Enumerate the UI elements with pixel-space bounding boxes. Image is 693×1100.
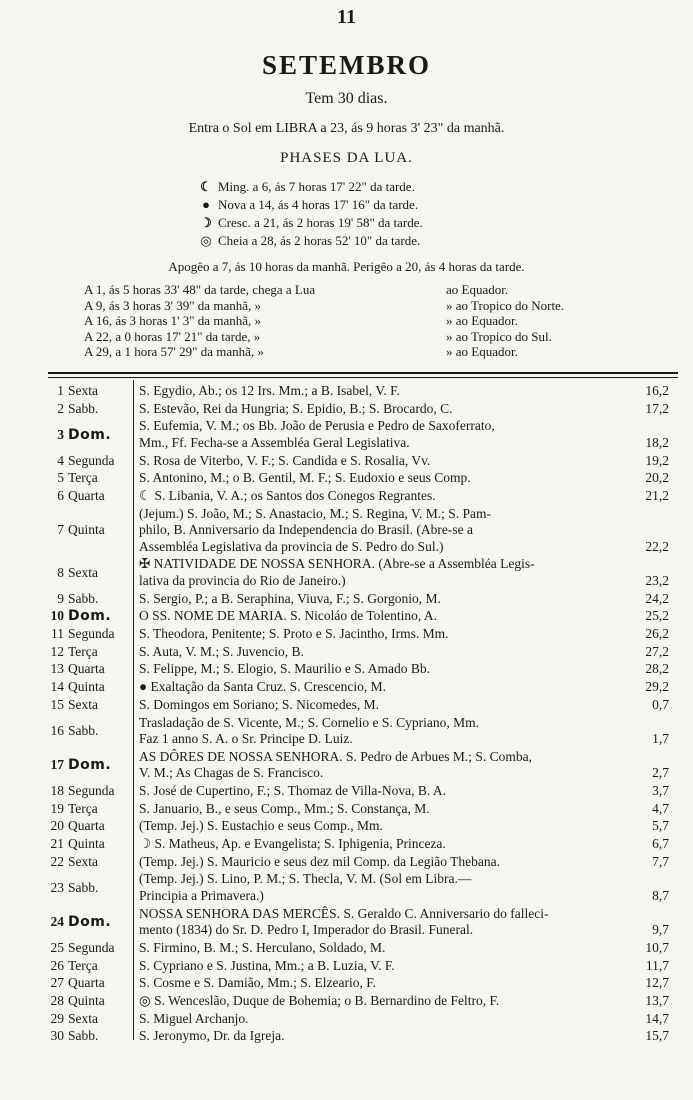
day-number: 16 [50, 722, 64, 738]
feast-line: Trasladação de S. Vicente, M.; S. Cornelio e S. Cypriano, Mm. [139, 714, 480, 730]
weekday: Quinta [68, 836, 105, 851]
waxing-moon-icon: ☽ [200, 215, 212, 230]
feast-line: (Temp. Jej.) S. Lino, P. M.; S. Thecla, V. M. (Sol em Libra.— [139, 871, 472, 887]
day-row [0, 470, 693, 487]
moon-age: 19,2 [645, 452, 669, 468]
feast-line: ● Exaltação da Santa Cruz. S. Crescencio, M. [139, 679, 386, 695]
weekday: Quinta [68, 992, 105, 1008]
feast-line: O SS. NOME DE MARIA. S. Nicoláo de Tolentino, A. [139, 608, 438, 624]
day-row [0, 854, 693, 871]
feast-entry [139, 556, 636, 589]
day-number: 25 [50, 939, 64, 955]
day-number: 21 [50, 836, 64, 851]
feast-line: V. M.; As Chagas de S. Francisco. [139, 765, 324, 781]
weekday: Sabb. [68, 400, 99, 416]
feast-line: S. Cosme e S. Damião, Mm.; S. Elzeario, F. [139, 975, 377, 991]
moon-age: 16,2 [645, 383, 669, 398]
weekday: Sexta [68, 383, 98, 398]
moon-age: 0,7 [652, 696, 669, 712]
day-number: 13 [50, 661, 64, 677]
day-number: 14 [50, 679, 64, 695]
day-number: 27 [50, 975, 64, 991]
moon-age: 15,7 [645, 1028, 669, 1044]
feast-entry [139, 506, 636, 556]
day-row [0, 506, 693, 556]
weekday: Dom. [68, 426, 112, 443]
weekday: Sabb. [68, 879, 99, 895]
day-number: 30 [50, 1028, 64, 1044]
feast-line: lativa da provincia do Rio de Janeiro.) [139, 572, 346, 588]
feast-entry [139, 871, 636, 904]
day-row [0, 556, 693, 589]
day-number: 22 [50, 853, 64, 869]
weekday: Sexta [68, 853, 98, 869]
feast-line: S. José de Cupertino, F.; S. Thomaz de Villa-Nova, B. A. [139, 782, 446, 798]
feast-entry [139, 644, 636, 661]
feast-entry [139, 697, 636, 714]
feast-line: ◎ S. Wenceslão, Duque de Bohemia; o B. Bernardino de Feltro, F. [139, 992, 500, 1008]
moon-age: 24,2 [645, 590, 669, 606]
phase-row [198, 196, 518, 214]
moon-age: 14,7 [645, 1010, 669, 1026]
moon-age: 26,2 [645, 626, 669, 641]
day-row [0, 993, 693, 1010]
day-number: 17 [50, 756, 64, 772]
feast-entry [139, 801, 636, 818]
moon-age: 9,7 [652, 922, 669, 938]
day-row [0, 418, 693, 451]
equator-crossings [84, 282, 624, 360]
equator-when: A 22, a 0 horas 17' 21" da tarde, » [84, 328, 261, 344]
moon-age: 22,2 [645, 538, 669, 554]
equator-row [84, 344, 624, 360]
feast-line: philo, B. Anniversario da Independencia do Brasil. (Abre-se a [139, 522, 474, 538]
feast-line: S. Theodora, Penitente; S. Proto e S. Jacintho, Irms. Mm. [139, 626, 449, 641]
equator-when: A 1, ás 5 horas 33' 48" da tarde, chega a Lua [84, 282, 316, 297]
moon-age: 29,2 [645, 679, 669, 695]
weekday: Segunda [68, 626, 115, 641]
day-row [0, 697, 693, 714]
moon-age: 23,2 [645, 572, 669, 588]
feast-line: S. Firmino, B. M.; S. Herculano, Soldado, M. [139, 939, 386, 955]
feast-entry [139, 470, 636, 487]
day-row [0, 958, 693, 975]
day-number: 7 [57, 522, 64, 538]
day-number: 12 [50, 643, 64, 659]
feast-entry [139, 591, 636, 608]
feast-line: S. Sergio, P.; a B. Seraphina, Viuva, F.; S. Gorgonio, M. [139, 590, 441, 606]
feast-line: S. Cypriano e S. Justina, Mm.; a B. Luzia, V. F. [139, 957, 395, 973]
weekday: Quarta [68, 488, 105, 503]
day-row [0, 801, 693, 818]
feast-line: mento (1834) do Sr. D. Pedro I, Imperador do Brasil. Funeral. [139, 922, 474, 938]
day-number: 29 [50, 1010, 64, 1026]
feast-entry [139, 679, 636, 696]
day-number: 6 [57, 488, 64, 503]
apogee-perigee: Apogêo a 7, ás 10 horas da manhã. Perigêo a 20, ás 4 horas da tarde. [168, 259, 525, 274]
day-row [0, 940, 693, 957]
weekday: Sabb. [68, 722, 99, 738]
day-number: 9 [57, 590, 64, 606]
day-number: 15 [50, 696, 64, 712]
weekday: Segunda [68, 782, 115, 798]
phase-row [198, 214, 518, 232]
feast-entry [139, 626, 636, 643]
day-number: 18 [50, 782, 64, 798]
day-row [0, 488, 693, 505]
day-row [0, 871, 693, 904]
day-row [0, 644, 693, 661]
day-number: 2 [57, 400, 64, 416]
day-number: 5 [57, 470, 64, 486]
phase-row [198, 178, 518, 196]
feast-entry [139, 783, 636, 800]
feast-entry [139, 975, 636, 992]
day-row [0, 679, 693, 696]
moon-age: 8,7 [652, 887, 669, 903]
feast-entry [139, 608, 636, 625]
equator-where: ao Equador. [446, 282, 509, 297]
equator-where: » ao Tropico do Sul. [446, 328, 552, 344]
moon-age: 12,7 [645, 975, 669, 991]
day-row [0, 749, 693, 782]
moon-age: 10,7 [645, 939, 669, 955]
day-row [0, 383, 693, 400]
weekday: Quarta [68, 818, 105, 834]
equator-when: A 16, ás 3 horas 1' 3" da manhã, » [84, 313, 261, 328]
waning-moon-icon: ☾ [200, 179, 212, 194]
day-number: 28 [50, 992, 64, 1008]
weekday: Quinta [68, 522, 105, 538]
day-row [0, 453, 693, 470]
day-row [0, 836, 693, 853]
phase-text: Cresc. a 21, ás 2 horas 19' 58" da tarde. [218, 215, 423, 230]
feast-entry [139, 749, 636, 782]
day-number: 11 [51, 626, 64, 641]
feast-line: S. Auta, V. M.; S. Juvencio, B. [139, 643, 304, 659]
day-number: 26 [50, 957, 64, 973]
feast-line: S. Egydio, Ab.; os 12 Irs. Mm.; a B. Isabel, V. F. [139, 383, 400, 398]
weekday: Quarta [68, 661, 105, 677]
phases-heading: PHASES DA LUA. [280, 150, 413, 166]
day-number: 3 [57, 426, 64, 442]
double-rule [48, 377, 678, 378]
weekday: Sabb. [68, 590, 99, 606]
days-count: Tem 30 dias. [305, 90, 388, 107]
day-row [0, 661, 693, 678]
feast-line: S. Domingos em Soriano; S. Nicomedes, M. [139, 696, 379, 712]
day-row [0, 975, 693, 992]
moon-age: 27,2 [645, 643, 669, 659]
day-row [0, 591, 693, 608]
weekday: Terça [68, 800, 98, 816]
equator-where: » ao Equador. [446, 313, 518, 328]
equator-row [84, 282, 624, 298]
moon-age: 20,2 [645, 470, 669, 486]
phase-text: Nova a 14, ás 4 horas 17' 16" da tarde. [218, 197, 419, 212]
equator-row [84, 329, 624, 345]
feast-line: S. Januario, B., e seus Comp., Mm.; S. Constança, M. [139, 800, 430, 816]
equator-where: » ao Equador. [446, 344, 518, 359]
phase-text: Ming. a 6, ás 7 horas 17' 22" da tarde. [218, 179, 415, 194]
weekday: Quinta [68, 679, 105, 695]
weekday: Sexta [68, 696, 98, 712]
feast-entry [139, 906, 636, 939]
feast-entry [139, 940, 636, 957]
equator-where: » ao Tropico do Norte. [446, 297, 565, 313]
feast-line: (Jejum.) S. João, M.; S. Anastacio, M.; S. Regina, V. M.; S. Pam- [139, 505, 492, 521]
moon-age: 3,7 [652, 782, 669, 798]
feast-line: S. Estevão, Rei da Hungria; S. Epidio, B.; S. Brocardo, C. [139, 400, 453, 416]
feast-line: S. Miguel Archanjo. [139, 1010, 249, 1026]
day-number: 1 [57, 383, 64, 398]
phase-row [198, 232, 518, 250]
feast-entry [139, 715, 636, 748]
feast-entry [139, 401, 636, 418]
feast-line: ✠ NATIVIDADE DE NOSSA SENHORA. (Abre-se a Assembléa Legis- [139, 556, 535, 572]
moon-age: 2,7 [652, 765, 669, 781]
month-title: SETEMBRO [261, 50, 432, 80]
feast-line: S. Felippe, M.; S. Elogio, S. Maurilio e S. Amado Bb. [139, 661, 431, 677]
weekday: Terça [68, 470, 98, 486]
day-number: 24 [50, 913, 64, 929]
moon-age: 13,7 [645, 992, 669, 1008]
moon-age: 7,7 [652, 853, 669, 869]
feast-entry [139, 418, 636, 451]
feast-entry [139, 488, 636, 505]
day-row [0, 715, 693, 748]
moon-age: 18,2 [645, 434, 669, 450]
feast-entry [139, 453, 636, 470]
moon-phases [198, 178, 518, 250]
weekday: Dom. [68, 913, 112, 930]
day-number: 8 [57, 564, 64, 580]
feast-entry [139, 958, 636, 975]
day-number: 19 [50, 800, 64, 816]
equator-when: A 29, a 1 hora 57' 29" da manhã, » [84, 344, 264, 359]
moon-age: 1,7 [652, 731, 669, 746]
feast-entry [139, 661, 636, 678]
feast-line: Principia a Primavera.) [139, 887, 264, 903]
moon-age: 4,7 [652, 800, 669, 816]
equator-when: A 9, ás 3 horas 3' 39" da manhã, » [84, 297, 261, 313]
feast-entry [139, 993, 636, 1010]
moon-age: 6,7 [652, 836, 669, 851]
double-rule [48, 372, 678, 374]
full-moon-icon: ◎ [200, 233, 212, 248]
feast-line: (Temp. Jej.) S. Mauricio e seus dez mil Comp. da Legião Thebana. [139, 853, 500, 869]
day-row [0, 401, 693, 418]
day-row [0, 1028, 693, 1045]
weekday: Quarta [68, 975, 105, 991]
day-number: 10 [50, 608, 64, 624]
feast-line: ☾ S. Libania, V. A.; os Santos dos Conegos Regrantes. [139, 488, 436, 503]
day-number: 23 [50, 879, 64, 895]
moon-age: 25,2 [645, 608, 669, 624]
weekday: Terça [68, 957, 98, 973]
feast-line: S. Antonino, M.; o B. Gentil, M. F.; S. Eudoxio e seus Comp. [139, 470, 471, 486]
moon-age: 11,7 [645, 957, 669, 973]
equator-row [84, 298, 624, 314]
moon-age: 21,2 [645, 488, 669, 503]
day-row [0, 626, 693, 643]
weekday: Sexta [68, 564, 98, 580]
weekday: Dom. [68, 608, 112, 625]
feast-line: (Temp. Jej.) S. Eustachio e seus Comp., Mm. [139, 818, 383, 834]
feast-line: S. Rosa de Viterbo, V. F.; S. Candida e S. Rosalia, Vv. [139, 452, 431, 468]
weekday: Segunda [68, 939, 115, 955]
day-row [0, 818, 693, 835]
feast-entry [139, 818, 636, 835]
feast-entry [139, 854, 636, 871]
day-number: 20 [50, 818, 64, 834]
feast-line: Mm., Ff. Fecha-se a Assembléa Geral Legislativa. [139, 434, 410, 450]
day-row [0, 906, 693, 939]
feast-line: Faz 1 anno S. A. o Sr. Principe D. Luiz. [139, 731, 353, 746]
day-row [0, 608, 693, 625]
phase-text: Cheia a 28, ás 2 horas 52' 10" da tarde. [218, 233, 421, 248]
moon-age: 28,2 [645, 661, 669, 677]
feast-line: Assembléa Legislativa da provincia de S. Pedro do Sul.) [139, 538, 444, 554]
feast-line: NOSSA SENHORA DAS MERCÊS. S. Geraldo C. Anniversario do falleci- [139, 905, 549, 921]
feast-entry [139, 836, 636, 853]
feast-entry [139, 1028, 636, 1045]
moon-age: 17,2 [645, 400, 669, 416]
feast-entry [139, 1011, 636, 1028]
sun-entry: Entra o Sol em LIBRA a 23, ás 9 horas 3' 23" da manhã. [188, 121, 505, 136]
day-number: 4 [57, 452, 64, 468]
page-number: 11 [337, 6, 356, 28]
weekday: Terça [68, 643, 98, 659]
feast-entry [139, 383, 636, 400]
day-row [0, 1011, 693, 1028]
equator-row [84, 313, 624, 329]
weekday: Segunda [68, 452, 115, 468]
weekday: Sabb. [68, 1028, 99, 1044]
feast-line: S. Jeronymo, Dr. da Igreja. [139, 1028, 285, 1044]
feast-line: S. Eufemia, V. M.; os Bb. João de Perusia e Pedro de Saxoferrato, [139, 418, 495, 434]
day-row [0, 783, 693, 800]
feast-line: AS DÔRES DE NOSSA SENHORA. S. Pedro de Arbues M.; S. Comba, [139, 748, 533, 764]
weekday: Dom. [68, 756, 112, 773]
moon-age: 5,7 [652, 818, 669, 834]
feast-line: ☽ S. Matheus, Ap. e Evangelista; S. Iphigenia, Princeza. [139, 836, 446, 851]
weekday: Sexta [68, 1010, 98, 1026]
new-moon-icon: ● [202, 197, 210, 212]
